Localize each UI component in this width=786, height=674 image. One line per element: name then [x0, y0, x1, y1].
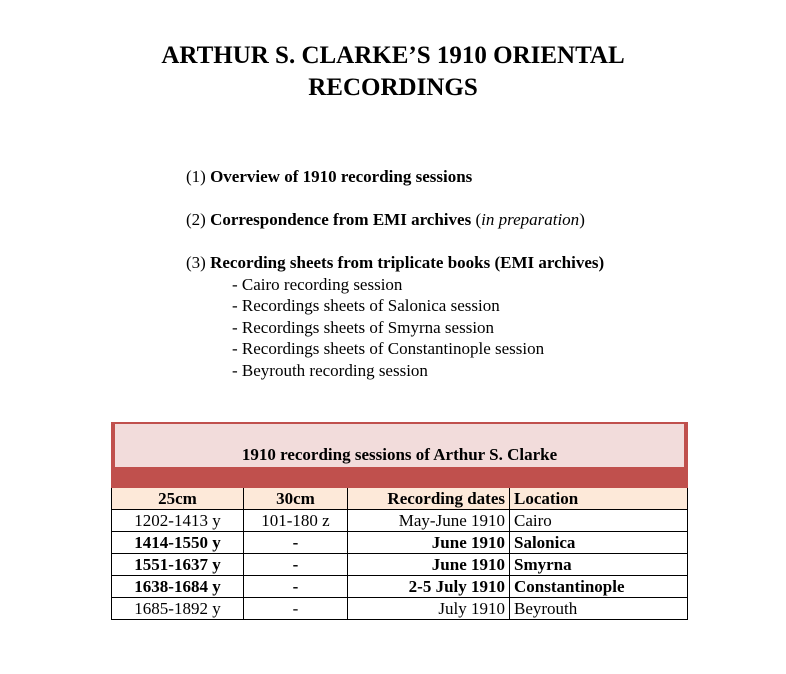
column-header-30cm: 30cm — [244, 488, 348, 510]
cell-dates: July 1910 — [348, 598, 510, 620]
toc-item-note: in preparation — [481, 210, 580, 229]
cell-location: Cairo — [510, 510, 688, 532]
cell-30cm: - — [244, 532, 348, 554]
sessions-table — [111, 488, 688, 620]
cell-location: Salonica — [510, 532, 688, 554]
toc-subitem-beyrouth[interactable]: - Beyrouth recording session — [232, 360, 428, 380]
cell-30cm: - — [244, 576, 348, 598]
table-row — [112, 510, 688, 532]
cell-dates: May-June 1910 — [348, 510, 510, 532]
table-caption: 1910 recording sessions of Arthur S. Clarke — [241, 445, 558, 464]
toc-subitem-smyrna[interactable]: - Recordings sheets of Smyrna session — [232, 317, 495, 337]
column-header-dates: Recording dates — [348, 488, 510, 510]
cell-25cm: 1202-1413 y — [112, 510, 244, 532]
toc-subitem-salonica[interactable]: - Recordings sheets of Salonica session — [232, 296, 500, 315]
cell-dates: June 1910 — [348, 554, 510, 576]
cell-location: Beyrouth — [510, 598, 688, 620]
toc-item-number: (3) — [186, 253, 211, 272]
table-row — [112, 598, 688, 620]
toc-item-label[interactable]: Overview of 1910 recording sessions — [210, 167, 473, 186]
table-header-row — [112, 488, 688, 510]
toc-item-number: (2) — [186, 210, 211, 229]
cell-25cm: 1551-1637 y — [112, 554, 244, 576]
cell-25cm: 1685-1892 y — [112, 598, 244, 620]
table-row — [112, 532, 688, 554]
table-row — [112, 576, 688, 598]
sessions-table-container — [111, 422, 688, 620]
toc-item-recording-sheets[interactable] — [186, 252, 604, 274]
cell-dates: 2-5 July 1910 — [348, 576, 510, 598]
title-line-2: RECORDINGS — [308, 74, 478, 101]
column-header-25cm: 25cm — [112, 488, 244, 510]
toc-item-overview[interactable] — [186, 166, 604, 188]
table-row — [112, 554, 688, 576]
toc-item-label[interactable]: Correspondence from EMI archives — [210, 210, 472, 229]
table-of-contents — [186, 166, 604, 381]
toc-item-correspondence[interactable]: (2) Correspondence from EMI archives (in preparation) — [186, 210, 585, 229]
toc-item-label[interactable]: Recording sheets from triplicate books (EMI archives) — [210, 253, 605, 272]
cell-30cm: - — [244, 554, 348, 576]
cell-dates: June 1910 — [348, 532, 510, 554]
cell-30cm: - — [244, 598, 348, 620]
cell-location: Constantinople — [510, 576, 688, 598]
title-line-1: ARTHUR S. CLARKE’S 1910 ORIENTAL — [161, 42, 625, 69]
column-header-location: Location — [510, 488, 688, 510]
toc-subitem-constantinople[interactable]: - Recordings sheets of Constantinople session — [232, 339, 545, 358]
cell-25cm: 1414-1550 y — [112, 532, 244, 554]
toc-item-number: (1) — [186, 167, 211, 186]
table-caption-banner — [111, 422, 688, 488]
cell-30cm: 101-180 z — [244, 510, 348, 532]
toc-subitem-cairo[interactable]: - Cairo recording session — [232, 274, 403, 294]
page-title — [0, 40, 786, 104]
cell-location: Smyrna — [510, 554, 688, 576]
cell-25cm: 1638-1684 y — [112, 576, 244, 598]
